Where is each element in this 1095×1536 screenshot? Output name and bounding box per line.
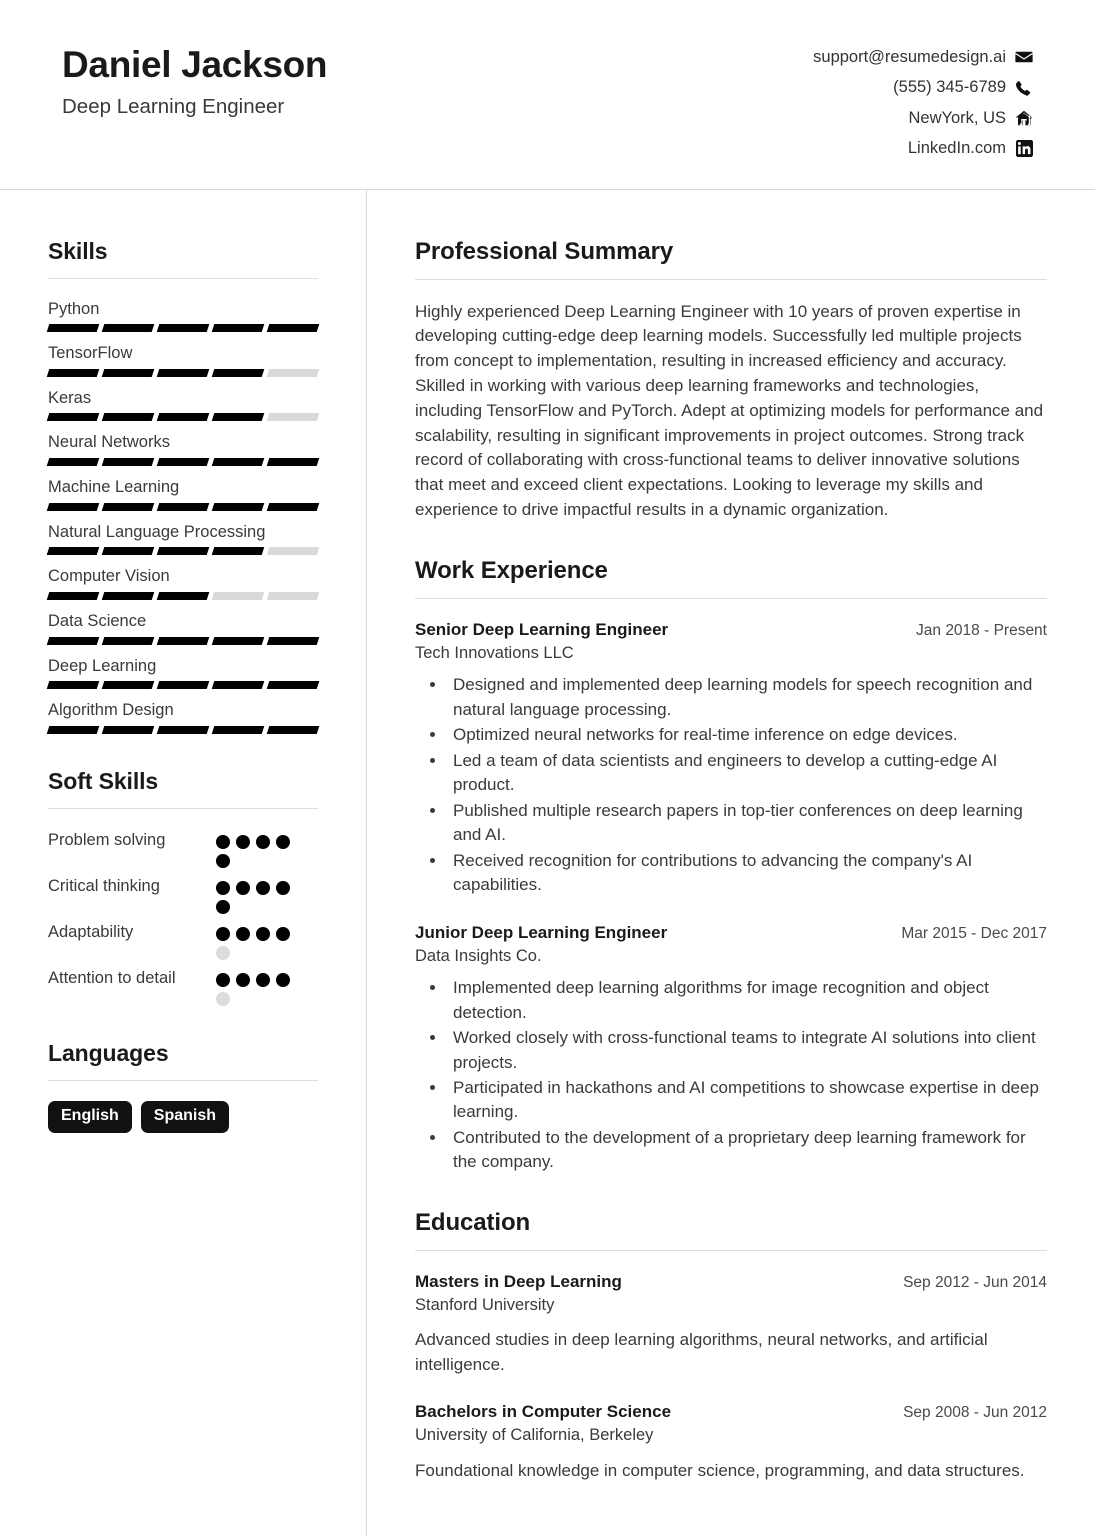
education-heading: Education	[415, 1208, 531, 1236]
skill-level-bar	[48, 503, 318, 511]
skill-level-segment	[267, 726, 320, 734]
job-date-range: Jan 2018 - Present	[916, 621, 1047, 639]
resume-header	[0, 0, 1095, 190]
work-experience-list	[415, 619, 1047, 1175]
soft-skill-rating	[216, 967, 298, 1006]
education-date-range: Sep 2012 - Jun 2014	[903, 1273, 1047, 1291]
section-divider	[415, 598, 1047, 599]
section-education	[415, 1209, 1047, 1483]
skill-level-bar	[48, 369, 318, 377]
section-soft-skills	[48, 768, 318, 1006]
skill-level-segment	[267, 458, 320, 466]
skill-name: Python	[48, 299, 100, 318]
skill-level-segment	[157, 547, 210, 555]
skills-heading: Skills	[48, 237, 108, 264]
skill-item	[48, 432, 318, 466]
responsibility-list	[415, 976, 1047, 1175]
skill-level-segment	[212, 637, 265, 645]
skill-level-segment	[47, 547, 100, 555]
skill-level-segment	[102, 324, 155, 332]
resume-body	[0, 190, 1095, 1536]
rating-dot	[236, 973, 250, 987]
soft-skill-rating	[216, 829, 298, 868]
skill-level-segment	[267, 413, 320, 421]
skill-level-segment	[157, 726, 210, 734]
skill-level-segment	[212, 413, 265, 421]
education-list	[415, 1271, 1047, 1483]
rating-dot	[236, 927, 250, 941]
skill-level-bar	[48, 592, 318, 600]
skill-level-segment	[157, 458, 210, 466]
main-content	[367, 190, 1095, 1536]
skill-level-segment	[267, 547, 320, 555]
work-experience-heading: Work Experience	[415, 556, 608, 584]
skill-level-segment	[47, 681, 100, 689]
soft-skill-item	[48, 829, 318, 868]
skill-level-segment	[47, 503, 100, 511]
soft-skills-heading: Soft Skills	[48, 767, 159, 794]
section-skills	[48, 238, 318, 734]
skill-name: Deep Learning	[48, 656, 157, 675]
section-professional-summary	[415, 238, 1047, 523]
entry-header	[415, 922, 1047, 944]
list-item: • Received recognition for contributions to advancing the company's AI capabilities.	[447, 849, 1047, 898]
section-languages	[48, 1040, 318, 1133]
contact-text: (555) 345-6789	[893, 78, 1006, 97]
school-name: University of California, Berkeley	[415, 1426, 654, 1445]
skill-level-segment	[102, 413, 155, 421]
skill-level-segment	[47, 324, 100, 332]
skill-level-segment	[212, 458, 265, 466]
rating-dot	[276, 927, 290, 941]
education-description: Foundational knowledge in computer science, programming, and data structures.	[415, 1460, 1025, 1480]
skill-level-segment	[47, 726, 100, 734]
header-identity	[62, 38, 327, 119]
company-name: Data Insights Co.	[415, 946, 542, 965]
rating-dot	[256, 881, 270, 895]
skill-level-bar	[48, 458, 318, 466]
list-item: • Optimized neural networks for real-time inference on edge devices.	[447, 723, 1047, 747]
rating-dot	[256, 927, 270, 941]
soft-skill-name: Adaptability	[48, 922, 134, 941]
rating-dot	[236, 835, 250, 849]
skill-level-segment	[212, 369, 265, 377]
skill-item	[48, 611, 318, 645]
skill-level-bar	[48, 726, 318, 734]
soft-skill-rating	[216, 921, 298, 960]
work-experience-entry	[415, 619, 1047, 898]
skill-level-segment	[47, 592, 100, 600]
contact-item[interactable]	[908, 134, 1033, 162]
skill-name: Algorithm Design	[48, 701, 174, 720]
soft-skill-item	[48, 875, 318, 914]
entry-header	[415, 1401, 1047, 1423]
skill-level-segment	[267, 637, 320, 645]
skill-item	[48, 343, 318, 377]
skill-level-segment	[157, 503, 210, 511]
skill-level-segment	[157, 324, 210, 332]
rating-dot	[276, 973, 290, 987]
list-item: • Participated in hackathons and AI competitions to showcase expertise in deep learning.	[447, 1076, 1047, 1125]
skill-name: Keras	[48, 388, 92, 407]
responsibility-list	[415, 673, 1047, 897]
sidebar	[0, 190, 367, 1536]
rating-dot	[216, 854, 230, 868]
soft-skills-list	[48, 829, 318, 1006]
skill-level-bar	[48, 681, 318, 689]
section-divider	[48, 1080, 318, 1081]
skill-name: Data Science	[48, 611, 147, 630]
skill-level-segment	[157, 369, 210, 377]
skill-level-segment	[102, 726, 155, 734]
degree-title: Bachelors in Computer Science	[415, 1402, 672, 1422]
rating-dot	[216, 881, 230, 895]
skill-level-segment	[157, 637, 210, 645]
skill-level-segment	[102, 637, 155, 645]
skill-level-segment	[212, 592, 265, 600]
list-item: • Led a team of data scientists and engineers to develop a cutting-edge AI product.	[447, 749, 1047, 798]
home-icon	[1015, 109, 1033, 127]
skill-name: TensorFlow	[48, 344, 133, 363]
skill-level-bar	[48, 413, 318, 421]
rating-dot	[216, 835, 230, 849]
languages-heading: Languages	[48, 1039, 169, 1066]
linkedin-icon	[1015, 139, 1033, 157]
degree-title: Masters in Deep Learning	[415, 1271, 622, 1291]
skill-item	[48, 299, 318, 333]
rating-dot	[216, 946, 230, 960]
education-description: Advanced studies in deep learning algorithms, neural networks, and artificial intelligence.	[415, 1330, 988, 1374]
job-date-range: Mar 2015 - Dec 2017	[901, 924, 1047, 942]
job-title: Deep Learning Engineer	[62, 95, 285, 119]
skill-level-segment	[47, 369, 100, 377]
rating-dot	[216, 992, 230, 1006]
summary-heading: Professional Summary	[415, 237, 674, 265]
soft-skill-rating	[216, 875, 298, 914]
skill-level-segment	[47, 637, 100, 645]
list-item: • Published multiple research papers in top-tier conferences on deep learning and AI.	[447, 799, 1047, 848]
list-item: • Designed and implemented deep learning models for speech recognition and natural language processing.	[447, 673, 1047, 722]
skill-level-segment	[47, 458, 100, 466]
skill-level-bar	[48, 547, 318, 555]
language-pill: Spanish	[141, 1101, 229, 1133]
soft-skill-item	[48, 921, 318, 960]
skill-level-segment	[102, 458, 155, 466]
skill-level-segment	[157, 413, 210, 421]
section-work-experience	[415, 557, 1047, 1175]
skill-level-bar	[48, 637, 318, 645]
skill-item	[48, 388, 318, 422]
skill-name: Computer Vision	[48, 567, 170, 586]
rating-dot	[276, 881, 290, 895]
skill-level-segment	[157, 681, 210, 689]
contact-item[interactable]	[893, 73, 1033, 101]
contact-list	[813, 38, 1033, 163]
skill-level-segment	[102, 369, 155, 377]
soft-skill-name: Problem solving	[48, 830, 166, 849]
soft-skill-name: Attention to detail	[48, 968, 176, 987]
languages-list	[48, 1101, 318, 1133]
skill-level-segment	[102, 547, 155, 555]
language-pill: English	[48, 1101, 132, 1133]
skill-item	[48, 656, 318, 690]
entry-header	[415, 619, 1047, 641]
rating-dot	[256, 973, 270, 987]
job-role: Junior Deep Learning Engineer	[415, 922, 668, 942]
section-divider	[415, 1250, 1047, 1251]
skill-name: Natural Language Processing	[48, 522, 266, 541]
education-date-range: Sep 2008 - Jun 2012	[903, 1404, 1047, 1422]
skill-level-segment	[267, 681, 320, 689]
skill-level-segment	[102, 503, 155, 511]
skills-list	[48, 299, 318, 734]
skill-level-segment	[102, 592, 155, 600]
skill-level-segment	[212, 503, 265, 511]
skill-level-segment	[212, 324, 265, 332]
skill-name: Machine Learning	[48, 478, 180, 496]
skill-level-segment	[267, 369, 320, 377]
contact-text: LinkedIn.com	[907, 139, 1006, 158]
rating-dot	[276, 835, 290, 849]
skill-level-segment	[267, 503, 320, 511]
contact-item[interactable]	[813, 43, 1033, 71]
rating-dot	[236, 881, 250, 895]
section-divider	[415, 279, 1047, 280]
email-icon	[1015, 48, 1033, 66]
section-divider	[48, 278, 318, 279]
list-item: • Contributed to the development of a proprietary deep learning framework for the company.	[447, 1126, 1047, 1175]
skill-item	[48, 522, 318, 556]
contact-item[interactable]	[908, 104, 1033, 132]
education-entry	[415, 1271, 1047, 1377]
entry-header	[415, 1271, 1047, 1293]
rating-dot	[256, 835, 270, 849]
rating-dot	[216, 973, 230, 987]
education-entry	[415, 1401, 1047, 1483]
skill-item	[48, 566, 318, 600]
page-title: Daniel Jackson	[62, 44, 328, 85]
school-name: Stanford University	[415, 1295, 555, 1314]
skill-level-bar	[48, 324, 318, 332]
skill-level-segment	[157, 592, 210, 600]
skill-level-segment	[47, 413, 100, 421]
contact-text: NewYork, US	[908, 108, 1006, 127]
skill-level-segment	[267, 324, 320, 332]
phone-icon	[1015, 79, 1033, 97]
rating-dot	[216, 900, 230, 914]
list-item: • Worked closely with cross-functional teams to integrate AI solutions into client projects.	[447, 1026, 1047, 1075]
rating-dot	[216, 927, 230, 941]
skill-level-segment	[102, 681, 155, 689]
contact-text: support@resumedesign.ai	[813, 48, 1006, 66]
skill-item	[48, 477, 318, 511]
skill-level-segment	[212, 726, 265, 734]
soft-skill-item	[48, 967, 318, 1006]
skill-level-segment	[212, 681, 265, 689]
skill-item	[48, 700, 318, 734]
company-name: Tech Innovations LLC	[415, 643, 574, 662]
skill-level-segment	[267, 592, 320, 600]
job-role: Senior Deep Learning Engineer	[415, 619, 669, 639]
summary-text: Highly experienced Deep Learning Engineer with 10 years of proven expertise in developing cutting-edge deep learning models. Successfully led multiple projects from concept to implementation, resulting in increased efficiency and accuracy. Skilled in working with various deep learning frameworks and technologies, including TensorFlow and PyTorch. Adept at optimizing models for performance and scalability, resulting in significant improvements in project outcomes. Strong track record of collaborating with cross-functional teams to deliver innovative solutions that meet and exceed client expectations. Looking to leverage my skills and experience to drive impactful results in a dynamic organization.	[415, 301, 1044, 519]
skill-level-segment	[212, 547, 265, 555]
section-divider	[48, 808, 318, 809]
list-item: • Implemented deep learning algorithms for image recognition and object detection.	[447, 976, 1047, 1025]
skill-name: Neural Networks	[48, 433, 170, 452]
soft-skill-name: Critical thinking	[48, 876, 160, 895]
work-experience-entry	[415, 922, 1047, 1175]
